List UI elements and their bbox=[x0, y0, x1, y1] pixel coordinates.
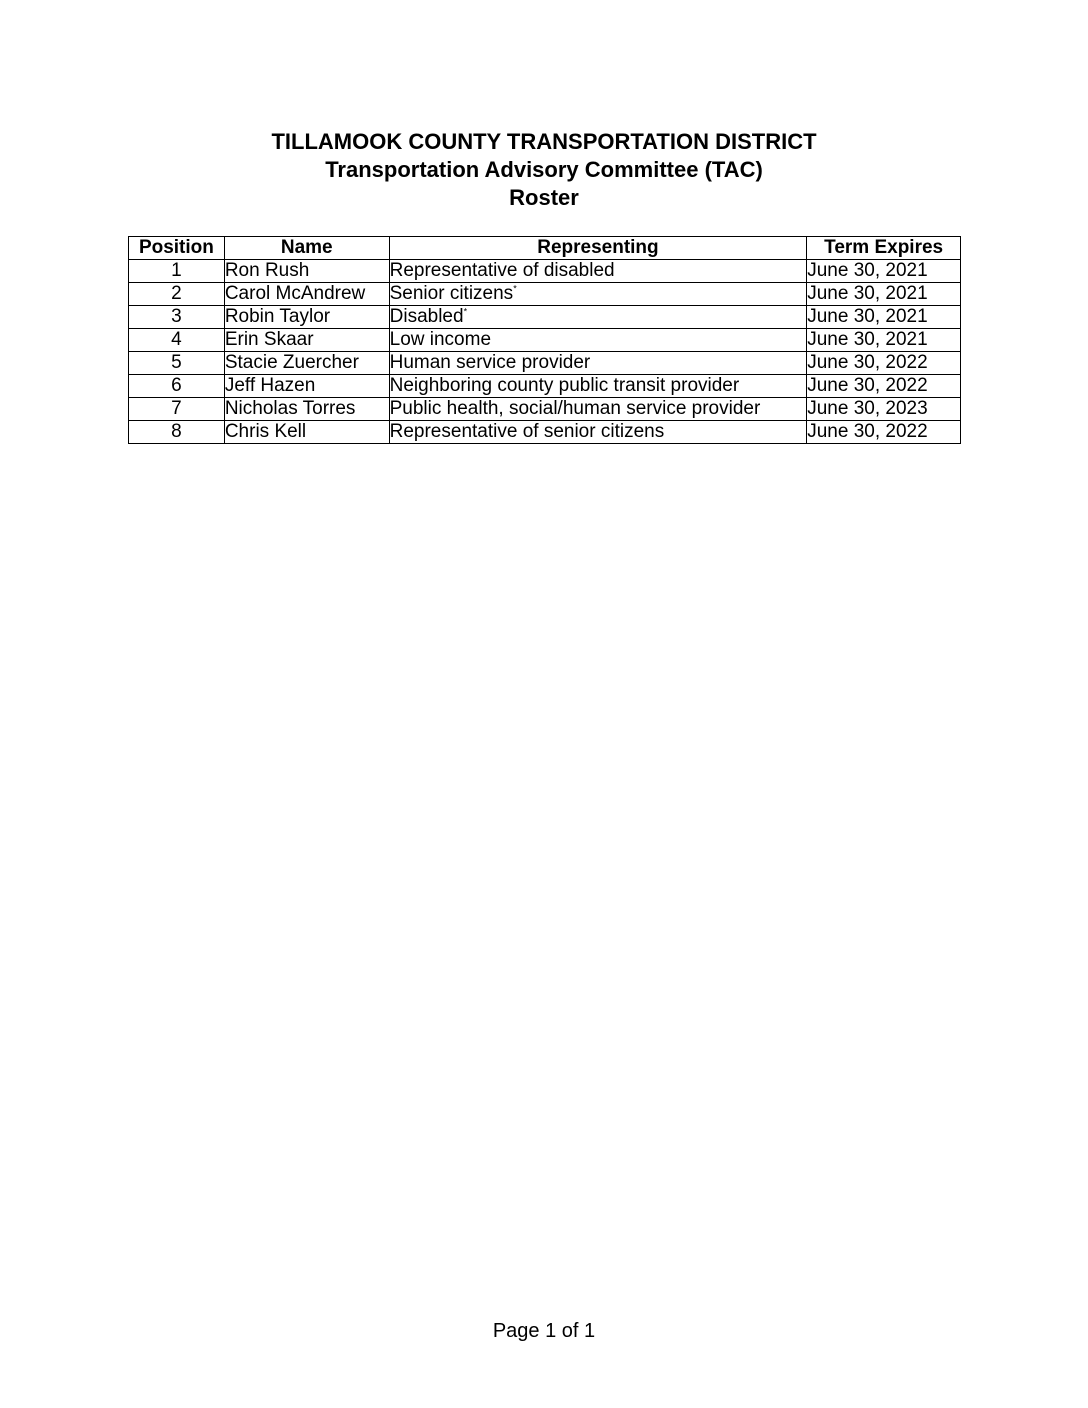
roster-heading: Roster bbox=[509, 185, 579, 210]
footnote-mark: * bbox=[463, 306, 468, 317]
column-header-term-expires: Term Expires bbox=[807, 237, 961, 260]
table-row bbox=[129, 398, 961, 421]
representing-cell bbox=[389, 329, 807, 352]
term-expires-cell: June 30, 2022 bbox=[807, 421, 961, 444]
roster-table bbox=[128, 236, 961, 444]
representing-text: Human service provider bbox=[389, 352, 591, 373]
term-expires-cell: June 30, 2023 bbox=[807, 398, 961, 421]
committee-name: Transportation Advisory Committee (TAC) bbox=[325, 157, 763, 182]
table-row bbox=[129, 375, 961, 398]
footnote-mark: * bbox=[513, 283, 517, 294]
table-row bbox=[129, 260, 961, 283]
representing-cell bbox=[389, 375, 807, 398]
member-name-cell: Robin Taylor bbox=[224, 306, 389, 329]
representing-text: Representative of senior citizens bbox=[389, 421, 665, 442]
representing-cell bbox=[389, 260, 807, 283]
member-name-cell: Erin Skaar bbox=[224, 329, 389, 352]
table-row bbox=[129, 352, 961, 375]
position-cell: 6 bbox=[129, 375, 225, 398]
representing-cell bbox=[389, 306, 807, 329]
member-name-cell: Chris Kell bbox=[224, 421, 389, 444]
organization-name: TILLAMOOK COUNTY TRANSPORTATION DISTRICT bbox=[271, 129, 817, 154]
representing-cell bbox=[389, 352, 807, 375]
term-expires-cell: June 30, 2021 bbox=[807, 306, 961, 329]
page-number: Page 1 of 1 bbox=[492, 1320, 596, 1342]
table-row bbox=[129, 329, 961, 352]
table-header-row bbox=[129, 237, 961, 260]
representing-cell bbox=[389, 398, 807, 421]
term-expires-cell: June 30, 2021 bbox=[807, 260, 961, 283]
term-expires-cell: June 30, 2022 bbox=[807, 352, 961, 375]
position-cell: 3 bbox=[129, 306, 225, 329]
representing-text: Senior citizens bbox=[389, 283, 514, 304]
position-cell: 1 bbox=[129, 260, 225, 283]
column-header-position: Position bbox=[129, 237, 225, 260]
member-name-cell: Carol McAndrew bbox=[224, 283, 389, 306]
term-expires-cell: June 30, 2021 bbox=[807, 283, 961, 306]
representing-text: Representative of disabled bbox=[389, 260, 615, 281]
representing-cell bbox=[389, 283, 807, 306]
member-name-cell: Nicholas Torres bbox=[224, 398, 389, 421]
position-cell: 4 bbox=[129, 329, 225, 352]
representing-text: Neighboring county public transit provider bbox=[389, 375, 740, 396]
table-row bbox=[129, 283, 961, 306]
term-expires-cell: June 30, 2022 bbox=[807, 375, 961, 398]
member-name-cell: Ron Rush bbox=[224, 260, 389, 283]
term-expires-cell: June 30, 2021 bbox=[807, 329, 961, 352]
member-name-cell: Stacie Zuercher bbox=[224, 352, 389, 375]
column-header-representing: Representing bbox=[389, 237, 807, 260]
position-cell: 2 bbox=[129, 283, 225, 306]
position-cell: 7 bbox=[129, 398, 225, 421]
position-cell: 5 bbox=[129, 352, 225, 375]
representing-text: Public health, social/human service provider bbox=[389, 398, 761, 419]
column-header-name: Name bbox=[224, 237, 389, 260]
member-name-cell: Jeff Hazen bbox=[224, 375, 389, 398]
table-row bbox=[129, 421, 961, 444]
document-title bbox=[0, 128, 1088, 212]
representing-text: Disabled bbox=[389, 306, 464, 327]
position-cell: 8 bbox=[129, 421, 225, 444]
representing-text: Low income bbox=[389, 329, 492, 350]
table-row bbox=[129, 306, 961, 329]
representing-cell bbox=[389, 421, 807, 444]
